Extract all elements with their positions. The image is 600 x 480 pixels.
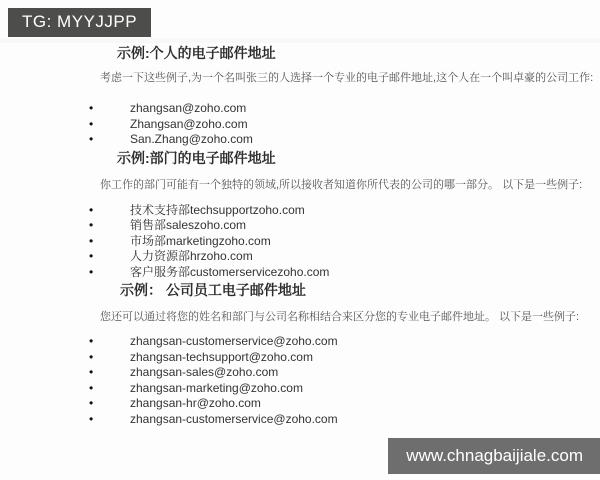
- list-item: • zhangsan-marketing@zoho.com: [88, 381, 593, 397]
- list-item: • zhangsan-sales@zoho.com: [88, 365, 593, 381]
- employee-email-examples-list: [88, 334, 593, 427]
- list-item: • Zhangsan@zoho.com: [88, 117, 593, 133]
- section-department-email: [88, 150, 593, 281]
- section-paragraph-personal: 考虑一下这些例子,为一个名叫张三的人选择一个专业的电子邮件地址,这个人在一个叫卓豪的公司工作:: [100, 72, 594, 84]
- section-paragraph-employee: 您还可以通过将您的姓名和部门与公司名称相结合来区分您的专业电子邮件地址。 以下是一些例子:: [100, 311, 580, 323]
- watermark-telegram-badge: TG: MYYJJPP: [8, 8, 151, 37]
- list-item: • 人力资源部hrzoho.com: [88, 249, 593, 265]
- section-heading-department: 示例:部门的电子邮件地址: [117, 149, 276, 166]
- list-item: • San.Zhang@zoho.com: [88, 132, 593, 148]
- list-item: • 销售部saleszoho.com: [88, 218, 593, 234]
- personal-email-examples-list: [88, 101, 593, 148]
- list-item: • zhangsan-customerservice@zoho.com: [88, 334, 593, 350]
- section-heading-personal: 示例:个人的电子邮件地址: [117, 45, 276, 61]
- watermark-site-badge: www.chnagbaijiale.com: [388, 438, 600, 474]
- list-item: • zhangsan@zoho.com: [88, 101, 593, 117]
- list-item: • 客户服务部customerservicezoho.com: [88, 265, 593, 281]
- department-email-examples-list: [88, 203, 593, 281]
- section-paragraph-department: 你工作的部门可能有一个独特的领域,所以接收者知道你所代表的公司的哪一部分。 以下是一些例子:: [100, 178, 583, 191]
- list-item: • zhangsan-hr@zoho.com: [88, 396, 593, 412]
- list-item: • zhangsan-customerservice@zoho.com: [88, 412, 593, 428]
- section-employee-email: [88, 282, 593, 427]
- section-heading-employee: 示例： 公司员工电子邮件地址: [120, 282, 306, 298]
- section-personal-email: [88, 45, 593, 148]
- list-item: • 技术支持部techsupportzoho.com: [88, 203, 593, 219]
- list-item: • 市场部marketingzoho.com: [88, 234, 593, 250]
- article-content: [88, 0, 593, 427]
- list-item: • zhangsan-techsupport@zoho.com: [88, 350, 593, 366]
